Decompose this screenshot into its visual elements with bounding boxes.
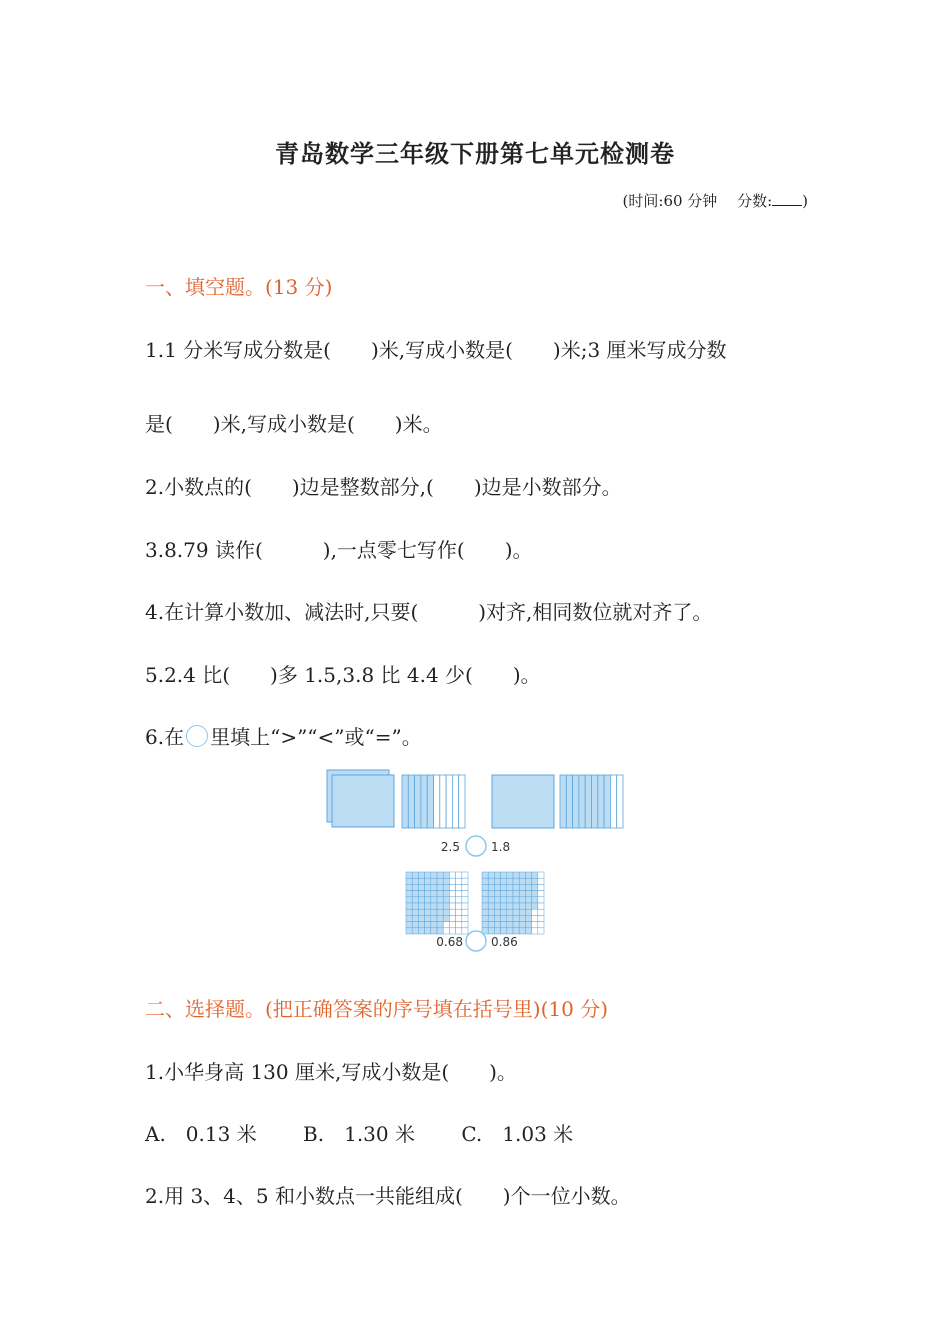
tenth-strip <box>610 775 616 828</box>
hundredth-cell <box>418 928 424 934</box>
hundredth-cell <box>456 878 462 884</box>
hundredth-cell <box>443 878 449 884</box>
question-1-3: 3.8.79 读作( ),一点零七写作( )。 <box>145 538 533 562</box>
hundredth-cell <box>525 897 531 903</box>
hundredth-cell <box>501 915 507 921</box>
hundredth-cell <box>494 872 500 878</box>
hundredth-cell <box>482 903 488 909</box>
hundredth-cell <box>501 903 507 909</box>
hundredth-cell <box>488 909 494 915</box>
hundredth-cell <box>501 891 507 897</box>
hundredth-cell <box>431 897 437 903</box>
hundredth-cell <box>437 922 443 928</box>
tenths-strip-model-b <box>560 775 623 828</box>
hundredth-cell <box>494 915 500 921</box>
hundredth-cell <box>519 891 525 897</box>
hundredth-cell <box>412 884 418 890</box>
hundredth-cell <box>412 915 418 921</box>
hundredth-cell <box>462 928 468 934</box>
hundredth-cell <box>462 903 468 909</box>
hundredth-cell <box>437 878 443 884</box>
hundredth-cell <box>525 909 531 915</box>
whole-square-front <box>332 775 394 827</box>
hundredth-cell <box>519 922 525 928</box>
tenth-strip <box>459 775 465 828</box>
hundredth-cell <box>519 872 525 878</box>
tenths-strip-model-a <box>402 775 465 828</box>
hundredth-cell <box>443 884 449 890</box>
whole-square-single <box>492 775 554 828</box>
hundredth-cell <box>437 897 443 903</box>
hundredth-cell <box>418 915 424 921</box>
hundredth-cell <box>462 922 468 928</box>
hundredth-cell <box>532 884 538 890</box>
hundredth-cell <box>525 903 531 909</box>
hundredth-cell <box>538 884 544 890</box>
hundredth-cell <box>406 897 412 903</box>
hundredth-cell <box>525 915 531 921</box>
hundredth-cell <box>406 891 412 897</box>
question-1-1-line-2: 是( )米,写成小数是( )米。 <box>145 412 443 436</box>
tenth-strip <box>560 775 566 828</box>
hundredth-cell <box>431 891 437 897</box>
hundredth-cell <box>482 922 488 928</box>
hundredth-cell <box>412 928 418 934</box>
hundredth-cell <box>488 884 494 890</box>
hundredth-cell <box>456 903 462 909</box>
hundredth-cell <box>488 928 494 934</box>
hundredth-cell <box>412 903 418 909</box>
hundredth-cell <box>488 897 494 903</box>
hundredth-cell <box>443 909 449 915</box>
hundredth-cell <box>437 909 443 915</box>
hundredth-cell <box>425 878 431 884</box>
hundredth-cell <box>449 878 455 884</box>
hundredth-cell <box>412 922 418 928</box>
hundredth-cell <box>418 903 424 909</box>
hundredth-cell <box>507 878 513 884</box>
hundredth-cell <box>494 909 500 915</box>
hundredth-cell <box>532 878 538 884</box>
hundredth-cell <box>538 897 544 903</box>
exam-meta-close: ) <box>802 192 808 210</box>
compare-1-circle[interactable] <box>466 836 486 856</box>
score-blank[interactable] <box>772 205 802 206</box>
hundredth-cell <box>513 909 519 915</box>
exam-meta <box>623 190 808 211</box>
hundredth-cell <box>406 915 412 921</box>
hundredth-cell <box>513 878 519 884</box>
tenth-strip <box>585 775 591 828</box>
hundredth-cell <box>462 872 468 878</box>
hundredth-cell <box>425 884 431 890</box>
hundredth-cell <box>519 897 525 903</box>
hundredth-cell <box>507 897 513 903</box>
hundredth-cell <box>425 891 431 897</box>
hundredth-cell <box>538 915 544 921</box>
question-1-6-prefix: 6.在 <box>145 725 185 749</box>
question-1-4: 4.在计算小数加、减法时,只要( )对齐,相同数位就对齐了。 <box>145 600 713 624</box>
compare-2-circle[interactable] <box>466 931 486 951</box>
hundredth-cell <box>437 884 443 890</box>
hundredth-cell <box>494 891 500 897</box>
hundredth-cell <box>513 915 519 921</box>
hundredth-cell <box>513 891 519 897</box>
hundredth-cell <box>412 872 418 878</box>
hundredth-cell <box>406 928 412 934</box>
hundredth-cell <box>519 928 525 934</box>
compare-2-left-value: 0.68 <box>436 935 463 949</box>
hundredth-cell <box>494 922 500 928</box>
hundredth-cell <box>431 915 437 921</box>
tenth-strip <box>573 775 579 828</box>
hundredth-cell <box>507 903 513 909</box>
tenth-strip <box>434 775 440 828</box>
hundredth-cell <box>507 872 513 878</box>
hundredth-cell <box>431 909 437 915</box>
hundredth-cell <box>532 915 538 921</box>
hundredth-cell <box>456 922 462 928</box>
hundredth-cell <box>494 928 500 934</box>
hundredth-cell <box>538 872 544 878</box>
hundredth-cell <box>488 891 494 897</box>
hundredth-cell <box>538 922 544 928</box>
hundredth-cell <box>462 891 468 897</box>
hundredth-cell <box>507 915 513 921</box>
hundredth-cell <box>525 922 531 928</box>
hundredth-cell <box>501 909 507 915</box>
tenth-strip <box>427 775 433 828</box>
hundredth-cell <box>443 928 449 934</box>
hundredth-cell <box>437 915 443 921</box>
hundredth-cell <box>418 884 424 890</box>
compare-2-right-value: 0.86 <box>491 935 518 949</box>
hundredth-cell <box>538 909 544 915</box>
section-1-heading: 一、填空题。(13 分) <box>145 275 333 299</box>
hundredth-cell <box>519 903 525 909</box>
hundredth-cell <box>418 878 424 884</box>
hundredth-cell <box>431 872 437 878</box>
hundredth-cell <box>538 891 544 897</box>
hundredth-cell <box>538 903 544 909</box>
hundredth-cell <box>532 909 538 915</box>
hundredth-cell <box>431 903 437 909</box>
hundredth-cell <box>494 897 500 903</box>
hundredth-cell <box>513 872 519 878</box>
hundredth-cell <box>437 928 443 934</box>
hundredth-cell <box>406 884 412 890</box>
hundredth-cell <box>462 915 468 921</box>
hundredths-grid-b <box>482 872 544 934</box>
hundredth-cell <box>519 878 525 884</box>
hundredth-cell <box>406 903 412 909</box>
hundredth-cell <box>462 878 468 884</box>
hundredth-cell <box>525 891 531 897</box>
tenth-strip <box>566 775 572 828</box>
hundredth-cell <box>425 897 431 903</box>
circle-icon <box>186 725 208 747</box>
hundredth-cell <box>538 878 544 884</box>
hundredth-cell <box>513 884 519 890</box>
hundredth-cell <box>507 928 513 934</box>
hundredth-cell <box>501 928 507 934</box>
hundredth-cell <box>425 915 431 921</box>
tenth-strip <box>421 775 427 828</box>
hundredth-cell <box>538 928 544 934</box>
hundredth-cell <box>425 909 431 915</box>
tenth-strip <box>604 775 610 828</box>
question-2-1-options: A. 0.13 米 B. 1.30 米 C. 1.03 米 <box>145 1122 574 1146</box>
hundredth-cell <box>425 872 431 878</box>
hundredth-cell <box>494 884 500 890</box>
hundredth-cell <box>532 891 538 897</box>
hundredth-cell <box>501 878 507 884</box>
question-1-1-line-1: 1.1 分米写成分数是( )米,写成小数是( )米;3 厘米写成分数 <box>145 338 727 362</box>
hundredth-cell <box>456 891 462 897</box>
hundredth-cell <box>449 903 455 909</box>
hundredth-cell <box>449 928 455 934</box>
hundredth-cell <box>431 928 437 934</box>
hundredth-cell <box>418 922 424 928</box>
hundredth-cell <box>482 878 488 884</box>
question-2-2: 2.用 3、4、5 和小数点一共能组成( )个一位小数。 <box>145 1184 631 1208</box>
hundredth-cell <box>532 897 538 903</box>
hundredth-cell <box>501 884 507 890</box>
hundredth-cell <box>532 903 538 909</box>
hundredths-grid-a <box>406 872 468 934</box>
hundredth-cell <box>412 878 418 884</box>
hundredth-cell <box>482 909 488 915</box>
tenth-strip <box>408 775 414 828</box>
hundredth-cell <box>443 891 449 897</box>
hundredth-cell <box>443 903 449 909</box>
question-2-1: 1.小华身高 130 厘米,写成小数是( )。 <box>145 1060 517 1084</box>
hundredth-cell <box>443 897 449 903</box>
hundredth-cell <box>488 903 494 909</box>
compare-1-right-value: 1.8 <box>491 840 511 854</box>
hundredth-cell <box>425 928 431 934</box>
tenth-strip <box>415 775 421 828</box>
hundredth-cell <box>418 872 424 878</box>
hundredth-cell <box>513 897 519 903</box>
section-2-heading: 二、选择题。(把正确答案的序号填在括号里)(10 分) <box>145 997 609 1021</box>
hundredth-cell <box>406 878 412 884</box>
hundredth-cell <box>406 909 412 915</box>
hundredth-cell <box>488 915 494 921</box>
tenth-strip <box>579 775 585 828</box>
hundredth-cell <box>449 884 455 890</box>
hundredth-cell <box>462 884 468 890</box>
hundredth-cell <box>482 897 488 903</box>
hundredth-cell <box>418 909 424 915</box>
question-1-6-suffix: 里填上“>”“<”或“=”。 <box>210 725 422 749</box>
hundredth-cell <box>418 897 424 903</box>
hundredth-cell <box>456 872 462 878</box>
hundredth-cell <box>418 891 424 897</box>
hundredth-cell <box>513 928 519 934</box>
hundredth-cell <box>525 872 531 878</box>
hundredth-cell <box>525 884 531 890</box>
hundredth-cell <box>462 909 468 915</box>
hundredth-cell <box>431 878 437 884</box>
hundredth-cell <box>513 903 519 909</box>
hundredth-cell <box>482 872 488 878</box>
hundredth-cell <box>425 922 431 928</box>
hundredth-cell <box>494 903 500 909</box>
question-1-5: 5.2.4 比( )多 1.5,3.8 比 4.4 少( )。 <box>145 663 541 687</box>
hundredth-cell <box>519 884 525 890</box>
hundredth-cell <box>443 922 449 928</box>
hundredth-cell <box>507 891 513 897</box>
question-1-6 <box>145 721 422 750</box>
hundredth-cell <box>507 909 513 915</box>
hundredth-cell <box>501 872 507 878</box>
hundredth-cell <box>519 909 525 915</box>
question-1-2: 2.小数点的( )边是整数部分,( )边是小数部分。 <box>145 475 622 499</box>
hundredth-cell <box>412 891 418 897</box>
hundredth-cell <box>449 909 455 915</box>
tenth-strip <box>598 775 604 828</box>
tenth-strip <box>440 775 446 828</box>
hundredth-cell <box>449 891 455 897</box>
tenth-strip <box>452 775 458 828</box>
hundredth-cell <box>494 878 500 884</box>
hundredth-cell <box>449 872 455 878</box>
decimal-comparison-figure <box>320 765 630 960</box>
tenth-strip <box>592 775 598 828</box>
hundredth-cell <box>437 903 443 909</box>
hundredth-cell <box>507 884 513 890</box>
hundredth-cell <box>507 922 513 928</box>
hundredth-cell <box>449 922 455 928</box>
hundredth-cell <box>425 903 431 909</box>
compare-1-left-value: 2.5 <box>440 840 460 854</box>
hundredth-cell <box>406 872 412 878</box>
hundredth-cell <box>482 891 488 897</box>
hundredth-cell <box>431 922 437 928</box>
hundredth-cell <box>525 928 531 934</box>
hundredth-cell <box>456 897 462 903</box>
hundredth-cell <box>449 915 455 921</box>
hundredth-cell <box>532 872 538 878</box>
hundredth-cell <box>525 878 531 884</box>
hundredth-cell <box>488 922 494 928</box>
hundredth-cell <box>482 884 488 890</box>
hundredth-cell <box>437 872 443 878</box>
hundredth-cell <box>482 915 488 921</box>
hundredth-cell <box>519 915 525 921</box>
hundredth-cell <box>412 897 418 903</box>
page-title: 青岛数学三年级下册第七单元检测卷 <box>275 139 675 168</box>
hundredth-cell <box>532 928 538 934</box>
hundredth-cell <box>488 878 494 884</box>
hundredth-cell <box>513 922 519 928</box>
tenth-strip <box>402 775 408 828</box>
hundredth-cell <box>449 897 455 903</box>
hundredth-cell <box>456 909 462 915</box>
hundredth-cell <box>532 922 538 928</box>
hundredth-cell <box>501 922 507 928</box>
hundredth-cell <box>412 909 418 915</box>
tenth-strip <box>446 775 452 828</box>
hundredth-cell <box>456 928 462 934</box>
hundredth-cell <box>488 872 494 878</box>
hundredth-cell <box>431 884 437 890</box>
hundredth-cell <box>456 915 462 921</box>
hundredth-cell <box>443 915 449 921</box>
hundredth-cell <box>462 897 468 903</box>
hundredth-cell <box>437 891 443 897</box>
hundredth-cell <box>456 884 462 890</box>
hundredth-cell <box>501 897 507 903</box>
hundredth-cell <box>443 872 449 878</box>
hundredth-cell <box>406 922 412 928</box>
exam-meta-text: (时间:60 分钟 分数: <box>622 192 773 210</box>
tenth-strip <box>617 775 623 828</box>
